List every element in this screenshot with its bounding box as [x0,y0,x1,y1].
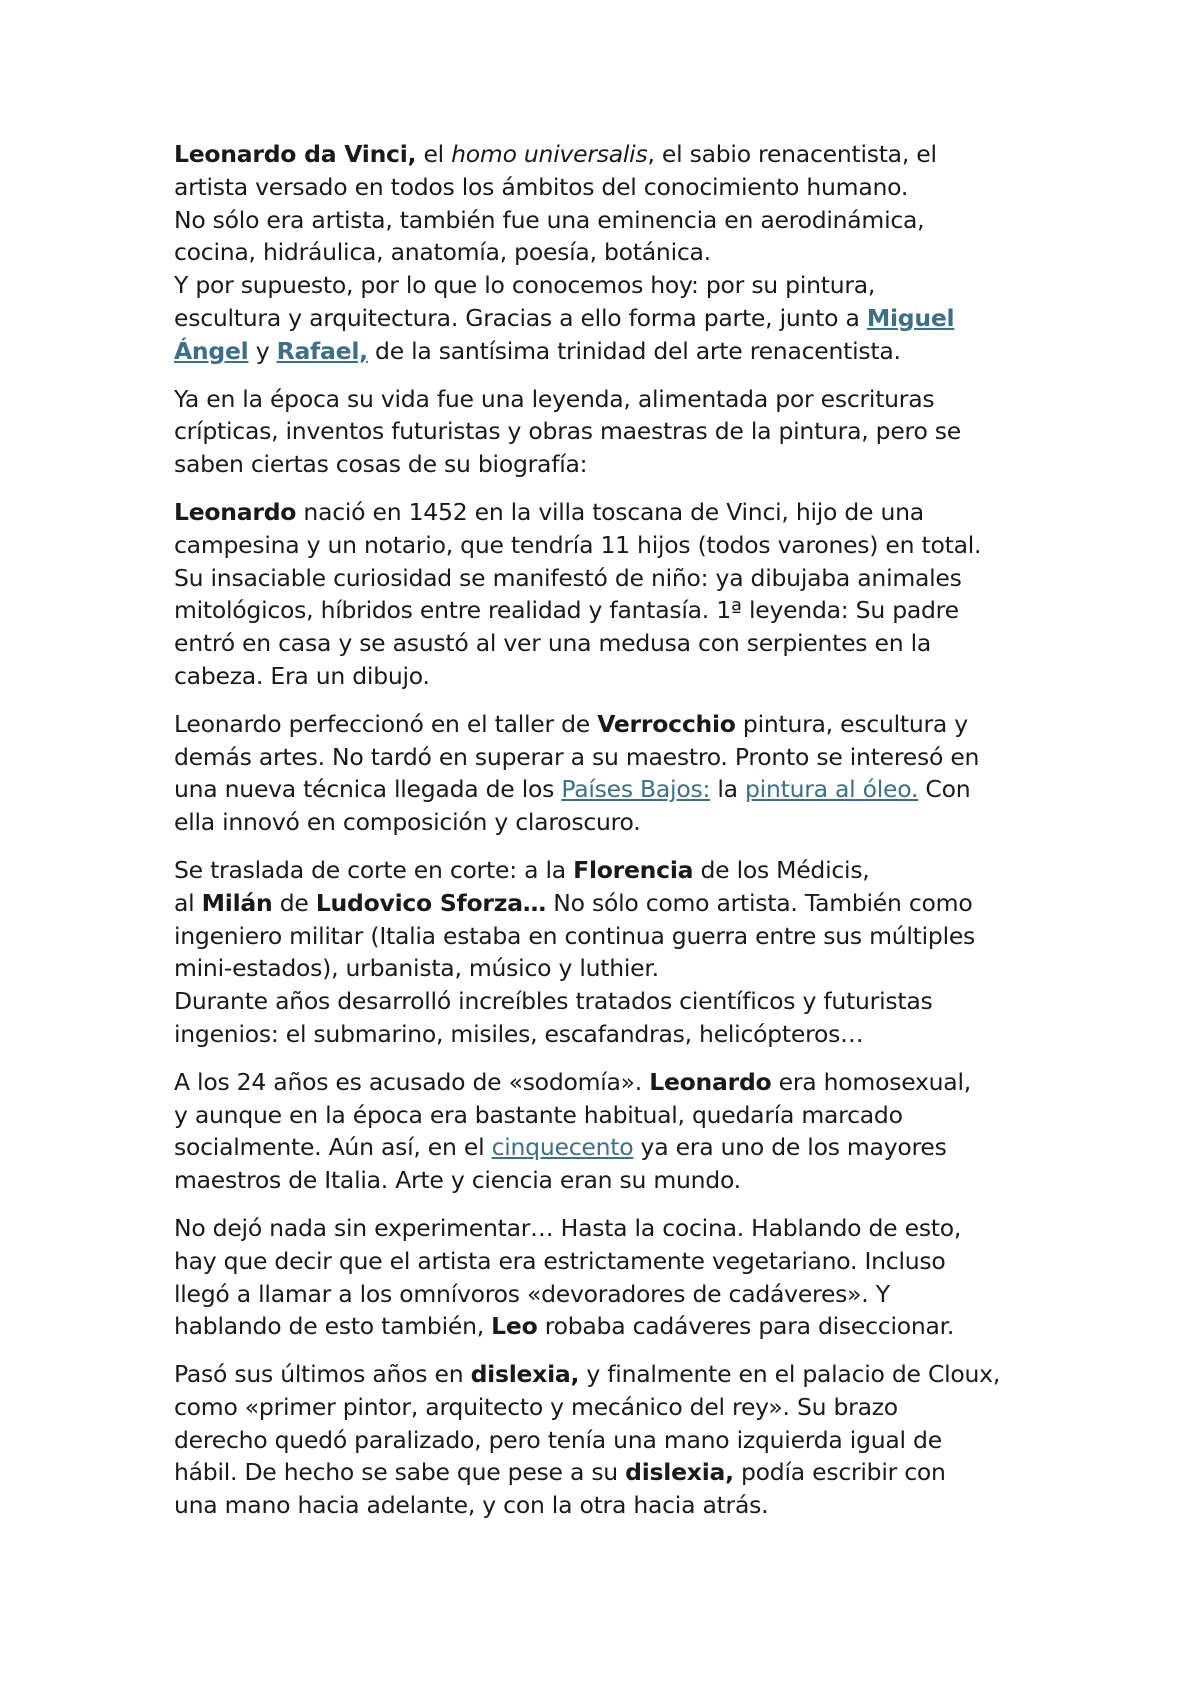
text-run: pintura, escultura y [735,709,968,738]
text-line [174,773,1054,806]
paragraph-verrocchio [174,708,1054,839]
paragraph-trial [174,1066,1054,1197]
text-run: y finalmente en el palacio de Cloux, [579,1360,1001,1389]
text-line: campesina y un notario, que tendría 11 hijos (todos varones) en total. [174,530,982,559]
text-line [174,496,1054,529]
text-line: No sólo era artista, también fue una eminencia en aerodinámica, [174,205,925,234]
text-line: cocina, hidráulica, anatomía, poesía, botánica. [174,238,711,267]
text-line: y aunque en la época era bastante habitual, quedaría marcado [174,1100,903,1129]
bold-roma: dislexia, [470,1360,580,1389]
text-line: mini-estados), urbanista, músico y luthier. [174,954,659,983]
text-line: llegó a llamar a los omnívoros «devoradores de cadáveres». Y [174,1279,890,1308]
text-line [174,1358,1054,1391]
text-line: Su insaciable curiosidad se manifestó de niño: ya dibujaba animales [174,563,962,592]
text-run: una nueva técnica llegada de los [174,775,562,804]
link-rafael[interactable]: Rafael, [276,336,368,365]
link-cinquecento[interactable]: cinquecento [491,1133,634,1162]
text-line: una mano hacia adelante, y con la otra hacia atrás. [174,1491,769,1520]
text-run: Leonardo perfeccionó en el taller de [174,709,598,738]
text-line: ella innovó en composición y claroscuro. [174,808,641,837]
bold-florencia: Florencia [573,855,694,884]
text-line: ingeniero militar (Italia estaba en continua guerra entre sus múltiples [174,921,976,950]
link-pintura-al-oleo[interactable]: pintura al óleo. [745,775,919,804]
text-run: ya era uno de los mayores [633,1133,947,1162]
bold-leo: Leo [491,1312,538,1341]
bold-verrocchio: Verrocchio [597,709,736,738]
text-line [174,302,1054,335]
text-run: de la santísima trinidad del arte renacentista. [367,336,901,365]
text-run: el [416,140,452,168]
text-line [174,138,1054,171]
text-run: No sólo como artista. También como [546,888,973,917]
paragraph-birth [174,496,1054,693]
text-line [174,854,1054,887]
text-line: como «primer pintor, arquitecto y mecánico del rey». Su brazo [174,1392,898,1421]
text-run: de [272,888,316,917]
text-run: de los Médicis, [693,855,870,884]
text-run: hablando de esto también, [174,1312,492,1341]
text-line: Durante años desarrolló increíbles tratados científicos y futuristas [174,987,933,1016]
bold-ludovico: Ludovico Sforza… [315,888,547,917]
paragraph-vegetarian [174,1212,1054,1343]
paragraph-final-years [174,1358,1054,1522]
text-line: hay que decir que el artista era estrictamente vegetariano. Incluso [174,1246,946,1275]
text-run: socialmente. Aún así, en el [174,1133,492,1162]
text-run: era homosexual, [771,1067,971,1096]
text-run: , el sabio renacentista, el [647,140,937,168]
text-line [174,1310,1054,1343]
text-line: No dejó nada sin experimentar… Hasta la cocina. Hablando de esto, [174,1213,962,1242]
text-run: escultura y arquitectura. Gracias a ello forma parte, junto a [174,303,867,332]
text-run: Se traslada de corte en corte: a la [174,855,574,884]
text-line [174,335,1054,368]
text-run: la [710,775,746,804]
bold-leonardo: Leonardo [649,1067,772,1096]
text-line: cabeza. Era un dibujo. [174,661,430,690]
text-run: podía escribir con [733,1458,946,1487]
text-run: Con [918,775,971,804]
link-paises-bajos[interactable]: Países Bajos: [561,775,711,804]
text-line: saben ciertas cosas de su biografía: [174,450,588,479]
text-line: maestros de Italia. Arte y ciencia eran su mundo. [174,1166,741,1195]
text-run: hábil. De hecho se sabe que pese a su [174,1458,626,1487]
text-run: al [174,888,202,917]
text-line [174,1066,1054,1099]
text-line: ingenios: el submarino, misiles, escafandras, helicópteros… [174,1019,864,1048]
bold-dislexia: dislexia, [625,1458,734,1487]
text-run: A los 24 años es acusado de «sodomía». [174,1067,650,1096]
text-line: demás artes. No tardó en superar a su maestro. Pronto se interesó en [174,742,980,771]
paragraph-courts [174,854,1054,1051]
text-line [174,1456,1054,1489]
text-line [174,708,1054,741]
paragraph-legend [174,383,1054,481]
text-run: robaba cadáveres para diseccionar. [537,1312,955,1341]
text-line: Y por supuesto, por lo que lo conocemos hoy: por su pintura, [174,271,876,300]
bold-milan: Milán [201,888,273,917]
text-run: nació en 1452 en la villa toscana de Vinci, hijo de una [296,497,924,526]
link-miguel-angel-part1[interactable]: Miguel [866,303,955,332]
text-line: Ya en la época su vida fue una leyenda, alimentada por escrituras [174,384,935,413]
bold-name: Leonardo da Vinci, [174,140,417,168]
text-run: Pasó sus últimos años en [174,1360,471,1389]
text-line: mitológicos, híbridos entre realidad y fantasía. 1ª leyenda: Su padre [174,596,959,625]
text-line: derecho quedó paralizado, pero tenía una mano izquierda igual de [174,1425,942,1454]
text-run: y [248,336,277,365]
italic-term: homo universalis [451,140,648,168]
text-line [174,887,1054,920]
text-line: artista versado en todos los ámbitos del conocimiento humano. [174,172,909,201]
paragraph-intro [174,138,1054,368]
document-page [174,138,1054,1537]
link-miguel-angel-part2[interactable]: Ángel [174,336,249,365]
text-line: crípticas, inventos futuristas y obras maestras de la pintura, pero se [174,417,961,446]
text-line: entró en casa y se asustó al ver una medusa con serpientes en la [174,629,931,658]
text-line [174,1131,1054,1164]
bold-leonardo: Leonardo [174,497,297,526]
